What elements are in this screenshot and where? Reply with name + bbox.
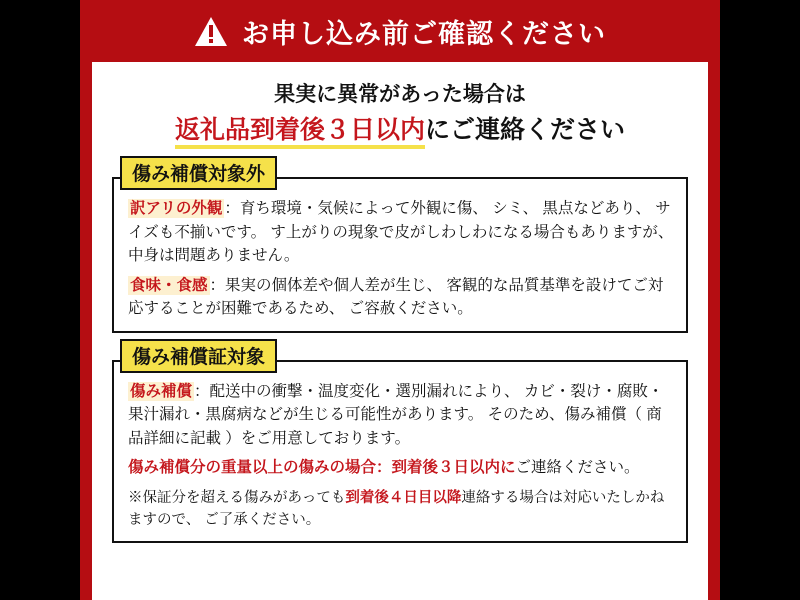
paragraph-taste-text: 果実の個体差や個人差が生じ、 客観的な品質基準を設けてご対応することが困難であるため、 ご容赦ください。 bbox=[128, 276, 664, 318]
paragraph-emphasis bbox=[128, 456, 674, 480]
section-not-covered-box bbox=[112, 177, 688, 333]
note-after: 連絡する場合は対応いたしかねますので、 ご了承ください。 bbox=[128, 489, 665, 528]
paragraph-compensation-sep: ： bbox=[194, 382, 210, 400]
lead-line-2 bbox=[112, 110, 688, 146]
notice-header bbox=[92, 0, 708, 62]
notice-body bbox=[92, 62, 708, 551]
section-covered-box bbox=[112, 360, 688, 544]
paragraph-taste-sep: ： bbox=[209, 276, 226, 294]
notice-title: お申し込み前ご確認ください bbox=[242, 18, 606, 49]
paragraph-appearance bbox=[128, 197, 674, 268]
paragraph-appearance-sep: ： bbox=[224, 200, 240, 217]
lead-highlight: 返礼品到着後３日以内 bbox=[175, 116, 425, 149]
paragraph-appearance-tag: 訳アリの外観 bbox=[130, 200, 223, 217]
notice-card bbox=[80, 0, 720, 600]
lead-line-1: 果実に異常があった場合は bbox=[274, 83, 526, 106]
section-not-covered-heading: 傷み補償対象外 bbox=[120, 156, 277, 190]
warning-triangle-icon bbox=[194, 16, 228, 47]
lead-line-2-rest: にご連絡ください bbox=[425, 116, 626, 144]
paragraph-emphasis-rest: ご連絡ください。 bbox=[515, 459, 640, 477]
section-covered bbox=[112, 339, 688, 544]
paragraph-compensation bbox=[128, 380, 674, 451]
paragraph-compensation-tag: 傷み補償 bbox=[130, 382, 193, 400]
note-red: 到着後４日目以降 bbox=[345, 489, 462, 506]
paragraph-taste-tag: 食味・食感 bbox=[130, 276, 208, 294]
paragraph-note bbox=[128, 488, 674, 532]
note-marker: ※ bbox=[128, 489, 143, 506]
section-not-covered bbox=[112, 156, 688, 333]
section-covered-heading: 傷み補償証対象 bbox=[120, 339, 277, 373]
note-before: 保証分を超える傷みがあっても bbox=[142, 489, 346, 506]
paragraph-taste bbox=[128, 274, 674, 321]
paragraph-emphasis-red: 傷み補償分の重量以上の傷みの場合：到着後３日以内に bbox=[128, 459, 516, 477]
paragraph-appearance-text: 育ち環境・気候によって外観に傷、 シミ、 黒点などあり、 サイズも不揃いです。 す上がりの現象で皮がしわしわになる場合もありますが、 中身は問題ありません。 bbox=[128, 200, 674, 265]
paragraph-compensation-text: 配送中の衝撃・温度変化・選別漏れにより、 カビ・裂け・腐敗・果汁漏れ・黒腐病などが生じる可能性があります。 そのため、傷み補償（ 商品詳細に記載 ）をご用意しております。 bbox=[128, 382, 664, 447]
